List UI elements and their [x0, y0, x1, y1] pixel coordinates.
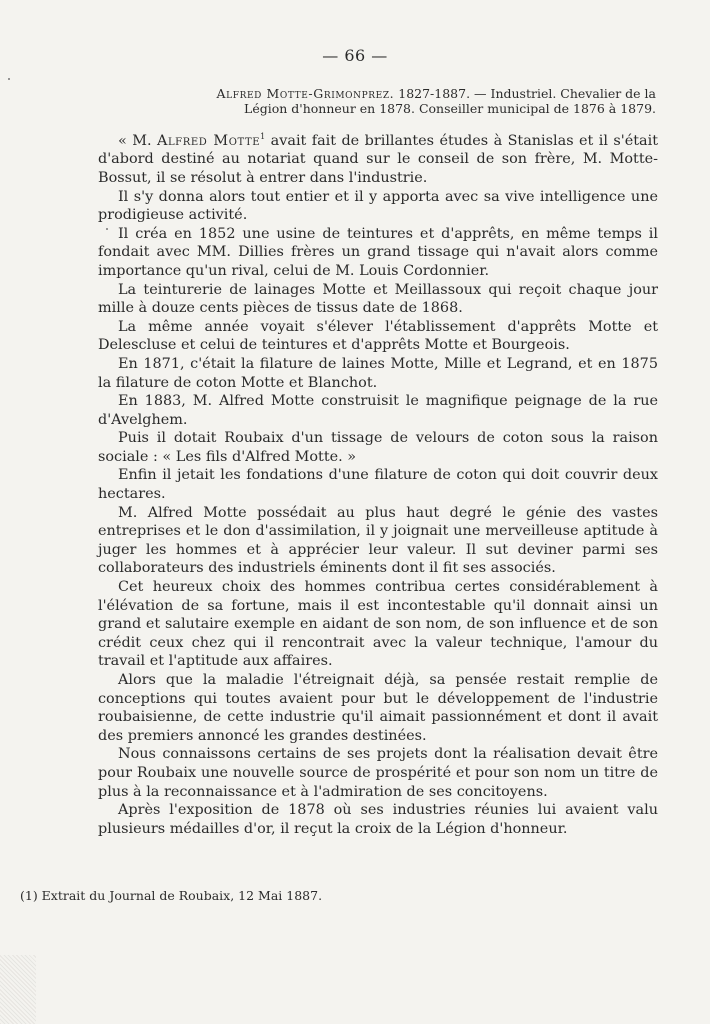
paragraph: Il s'y donna alors tout entier et il y apporta avec sa vive intelligence une prodigieuse activité.	[98, 188, 658, 224]
caption-text: 1827-1887. — Industriel. Chevalier de la Légion d'honneur en 1878. Conseiller municipal de 1876 à 1879.	[244, 86, 656, 116]
paragraph: La même année voyait s'élever l'établissement d'apprêts Motte et Delescluse et celui de teintures et d'apprêts Motte et Bourgeois.	[98, 318, 658, 354]
scan-speck	[106, 228, 108, 230]
paragraph: Après l'exposition de 1878 où ses industries réunies lui avaient valu plusieurs médailles d'or, il reçut la croix de la Légion d'honneur.	[98, 802, 658, 837]
paragraph: En 1871, c'était la filature de laines Motte, Mille et Legrand, et en 1875 la filature de coton Motte et Blanchot.	[98, 355, 658, 391]
paragraph-text: avait fait de brillantes études à Stanislas et il s'était d'abord destiné au notariat quand sur le conseil de son frère, M. Motte-Bossut, il se résolut à entrer dans l'industrie.	[98, 132, 658, 186]
portrait-caption	[186, 86, 656, 116]
paragraph: Il créa en 1852 une usine de teintures et d'apprêts, en même temps il fondait avec MM. Dillies frères un grand tissage qui n'avait alors comme importance qu'un rival, celui de M. Louis Cordonnier.	[98, 225, 658, 279]
scan-noise	[0, 955, 36, 1024]
paragraph: La teinturerie de lainages Motte et Meillassoux qui reçoit chaque jour mille à douze cents pièces de tissus date de 1868.	[98, 281, 658, 317]
article-body	[98, 128, 658, 838]
opening-quote: « M.	[118, 132, 157, 149]
scan-speck	[8, 78, 10, 80]
paragraph: Enfin il jetait les fondations d'une filature de coton qui doit couvrir deux hectares.	[98, 467, 658, 503]
footnote: (1) Extrait du Journal de Roubaix, 12 Mai 1887.	[20, 888, 323, 903]
paragraph: M. Alfred Motte possédait au plus haut degré le génie des vastes entreprises et le don d'assimilation, il y joignait une merveilleuse aptitude à juger les hommes et à apprécier leur valeur. Il sut deviner parmi ses collaborateurs des industriels éminents dont il fit ses associés.	[98, 504, 658, 577]
paragraph: Cet heureux choix des hommes contribua certes considérablement à l'élévation de sa fortune, mais il est incontestable qu'il donnait ainsi un grand et salutaire exemple en aidant de son nom, de son influence et de son crédit ceux chez qui il rencontrait avec la valeur technique, l'amour du travail et l'aptitude aux affaires.	[98, 579, 658, 670]
caption-name: Alfred Motte-Grimonprez.	[216, 86, 395, 101]
paragraph	[98, 128, 658, 188]
subject-name: Alfred Motte	[156, 132, 261, 149]
paragraph: Nous connaissons certains de ses projets dont la réalisation devait être pour Roubaix une nouvelle source de prospérité et pour son nom un titre de plus à la reconnaissance et à l'admiration de ses concitoyens.	[98, 746, 658, 800]
paragraph: En 1883, M. Alfred Motte construisit le magnifique peignage de la rue d'Avelghem.	[98, 393, 658, 428]
paragraph: Puis il dotait Roubaix d'un tissage de velours de coton sous la raison sociale : « Les fils d'Alfred Motte. »	[98, 430, 658, 465]
paragraph: Alors que la maladie l'étreignait déjà, sa pensée restait remplie de conceptions qui toutes avaient pour but le développement de l'industrie roubaisienne, de cette industrie qu'il aimait passionnément et dont il avait des premiers annoncé les grandes destinées.	[98, 672, 658, 744]
page-number: — 66 —	[322, 46, 388, 65]
footnote-marker: 1	[260, 132, 266, 141]
